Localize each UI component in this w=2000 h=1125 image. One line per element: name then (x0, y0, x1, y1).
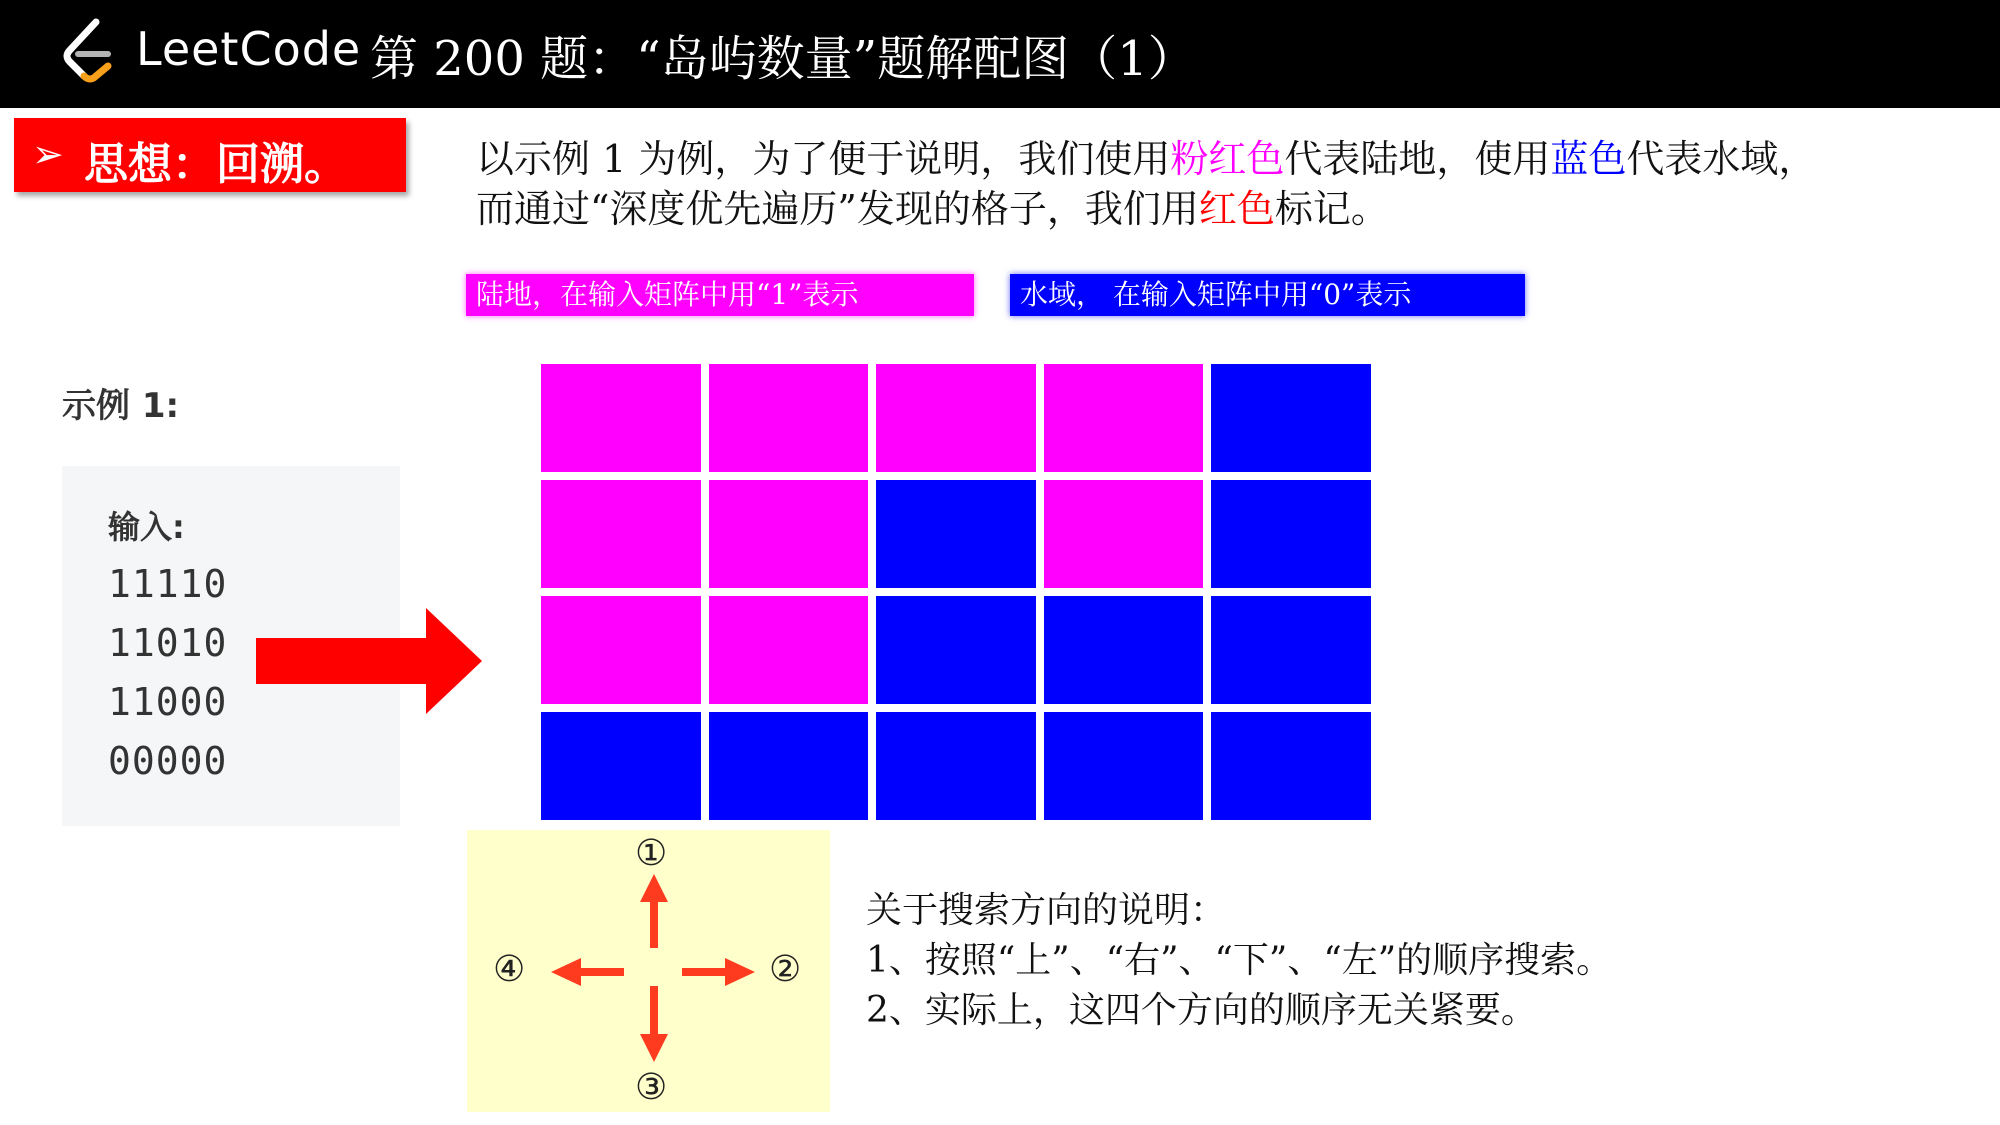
title-bar (0, 0, 2000, 108)
right-arrow-icon (256, 608, 482, 714)
arrow-bullet-icon: ➢ (32, 132, 64, 176)
input-row: 11000 (108, 680, 228, 724)
description-text: 代表陆地，使用 (1284, 137, 1551, 181)
water-cell (876, 712, 1036, 820)
water-cell (1211, 712, 1371, 820)
land-cell (709, 596, 869, 704)
island-grid (541, 364, 1371, 820)
water-cell (1044, 712, 1204, 820)
water-cell (1211, 364, 1371, 472)
land-cell (541, 596, 701, 704)
notes-title: 关于搜索方向的说明： (866, 890, 1227, 931)
page-title: 第 200 题：“岛屿数量”题解配图（1） (370, 31, 1196, 87)
direction-notes (866, 886, 1612, 1036)
water-cell (709, 712, 869, 820)
down-arrow-icon (640, 986, 668, 1062)
land-cell (709, 480, 869, 588)
land-cell (876, 364, 1036, 472)
description-line-1 (476, 134, 1816, 184)
input-row: 11010 (108, 621, 228, 665)
land-cell (1044, 480, 1204, 588)
brand-name: LeetCode (136, 22, 362, 76)
water-cell (876, 596, 1036, 704)
idea-text: 思想：回溯。 (84, 139, 348, 190)
leetcode-logo-icon (56, 18, 122, 90)
example-label: 示例 1: (62, 386, 180, 426)
input-row: 11110 (108, 562, 228, 606)
legend-land: 陆地，在输入矩阵中用“1”表示 (466, 274, 974, 316)
land-cell (709, 364, 869, 472)
direction-number-down: ③ (635, 1067, 668, 1108)
blue-word: 蓝色 (1550, 137, 1627, 181)
direction-number-left: ④ (493, 949, 526, 990)
land-cell (541, 364, 701, 472)
idea-banner (14, 118, 406, 192)
water-cell (1211, 480, 1371, 588)
water-cell (1211, 596, 1371, 704)
right-arrow-small-icon (682, 958, 755, 986)
red-word: 红色 (1198, 187, 1275, 231)
description-text: 代表水域， (1626, 137, 1817, 181)
description-text: 而通过“深度优先遍历”发现的格子，我们用 (476, 187, 1199, 231)
legend-water: 水域， 在输入矩阵中用“0”表示 (1010, 274, 1525, 316)
input-label: 输入: (108, 508, 185, 546)
land-cell (1044, 364, 1204, 472)
water-cell (541, 712, 701, 820)
description-text: 标记。 (1274, 187, 1389, 231)
direction-panel (467, 830, 830, 1112)
direction-number-right: ② (769, 949, 802, 990)
land-cell (541, 480, 701, 588)
notes-item-2: 2、实际上，这四个方向的顺序无关紧要。 (866, 990, 1537, 1031)
water-cell (876, 480, 1036, 588)
up-arrow-icon (640, 874, 668, 948)
notes-item-1: 1、按照“上”、“右”、“下”、“左”的顺序搜索。 (866, 940, 1613, 981)
input-row: 00000 (108, 739, 228, 783)
left-arrow-small-icon (551, 958, 624, 986)
pink-word: 粉红色 (1170, 137, 1285, 181)
description-text: 以示例 1 为例，为了便于说明，我们使用 (476, 137, 1171, 181)
description (476, 134, 1816, 234)
description-line-2 (476, 184, 1816, 234)
water-cell (1044, 596, 1204, 704)
direction-number-up: ① (635, 833, 668, 874)
